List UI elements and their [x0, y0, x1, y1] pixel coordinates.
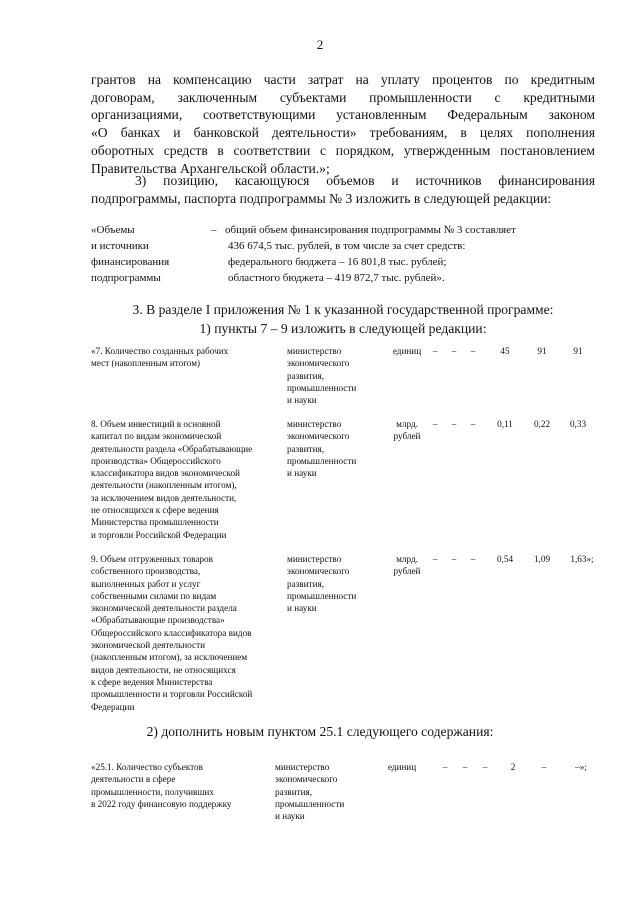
name-line: видов деятельности, не относящихся	[91, 664, 236, 675]
value-dash: –	[451, 554, 457, 564]
name-line: (накопленным итогом), за исключением	[91, 652, 248, 663]
name-line: «25.1. Количество субъектов	[91, 762, 203, 772]
unit-line: единиц	[392, 346, 422, 356]
value-dash: –	[470, 419, 476, 429]
passport-label	[91, 222, 201, 286]
name-line: деятельности раздела «Обрабатывающие	[91, 443, 253, 454]
unit-line: рублей	[393, 431, 421, 442]
unit	[387, 418, 427, 443]
ministry-line: экономического	[287, 566, 350, 577]
ministry-line: экономического	[287, 431, 350, 442]
name-line: к сфере ведения Министерства	[91, 676, 213, 687]
value-line: областного бюджета – 419 872,7 тыс. рублей».	[228, 272, 445, 284]
ministry-line: промышленности	[287, 382, 357, 393]
value-dash: –	[442, 762, 448, 772]
name-line: Министерства промышленности	[91, 517, 219, 528]
value-cell: 1,09	[533, 554, 551, 564]
passport-value	[225, 222, 595, 286]
text-line: Правительства Архангельской области.»;	[91, 160, 330, 176]
main-paragraph	[91, 71, 595, 177]
name-line: собственными силами по видам	[91, 590, 217, 601]
ministry-line: развития,	[287, 578, 325, 589]
page-number: 2	[316, 37, 324, 52]
value-cell: –»;	[575, 762, 587, 772]
text-line: организациями, соответствующими установленным Федеральным законом	[91, 107, 595, 123]
indicator-name	[91, 345, 283, 370]
name-line: и торговли Российской Федерации	[91, 529, 227, 540]
label-line: и источники	[91, 240, 149, 252]
value-line: 436 674,5 тыс. рублей, в том числе за счет средств:	[228, 240, 466, 252]
add-item-heading: 2) дополнить новым пунктом 25.1 следующего содержания:	[146, 724, 494, 739]
value-line: общий объем финансирования подпрограммы № 3 составляет	[225, 224, 516, 236]
label-line: «Объемы	[91, 224, 135, 236]
name-line: деятельности (накопленным итогом),	[91, 480, 237, 491]
text-line: 3) позицию, касающуюся объемов и источников финансирования	[135, 173, 595, 188]
responsible-executor	[287, 553, 372, 614]
ministry-line: и науки	[287, 395, 317, 406]
name-line: Общероссийского классификатора видов	[91, 627, 252, 638]
value-dash: –	[432, 554, 438, 564]
ministry-line: и науки	[275, 811, 305, 822]
value-cell: 2	[510, 762, 516, 772]
value-cell: 91	[537, 346, 547, 356]
unit	[387, 553, 427, 578]
ministry-line: экономического	[287, 358, 350, 369]
value-dash: –	[482, 762, 488, 772]
value-cell: 0,22	[533, 419, 551, 429]
name-line: за исключением видов деятельности,	[91, 492, 237, 503]
value-cell: 0,11	[497, 419, 513, 429]
item-3-paragraph	[91, 172, 595, 207]
indicator-name	[91, 553, 283, 713]
ministry-line: промышленности	[287, 590, 357, 601]
name-line: промышленности, получивших	[91, 786, 214, 797]
value-dash: –	[462, 762, 468, 772]
text-line: подпрограммы, паспорта подпрограммы № 3 изложить в следующей редакции:	[91, 190, 552, 206]
text-line: грантов на компенсацию части затрат на уплату процентов по кредитным	[91, 72, 595, 87]
text-line: договорам, заключенным субъектами промышленности с кредитными	[91, 89, 595, 105]
label-line: подпрограммы	[91, 272, 161, 284]
text-line: 3. В разделе I приложения № 1 к указанной государственной программе:	[132, 302, 554, 317]
value-line: федерального бюджета – 16 801,8 тыс. рублей;	[228, 256, 447, 268]
responsible-executor	[287, 345, 372, 406]
value-cell: –	[541, 762, 547, 772]
label-line: финансирования	[91, 256, 170, 268]
name-line: не относящихся к сфере ведения	[91, 505, 219, 516]
name-line: классификатора видов экономической	[91, 468, 240, 479]
name-line: «7. Количество созданных рабочих	[91, 346, 229, 356]
name-line: капитал по видам экономической	[91, 431, 222, 442]
ministry-line: министерство	[287, 554, 342, 564]
value-dash: –	[451, 346, 457, 356]
name-line: «Обрабатывающие производства»	[91, 615, 225, 626]
name-line: 8. Объем инвестиций в основной	[91, 419, 221, 429]
name-line: в 2022 году финансовую поддержку	[91, 798, 232, 809]
ministry-line: промышленности	[275, 798, 345, 809]
name-line: собственного производства,	[91, 566, 201, 577]
value-cell: 0,33	[569, 419, 587, 429]
text-line: 1) пункты 7 – 9 изложить в следующей редакции:	[199, 321, 487, 336]
name-line: промышленности и торговли Российской	[91, 689, 253, 700]
value-cell: 91	[573, 346, 583, 356]
value-dash: –	[432, 346, 438, 356]
unit-line: рублей	[393, 566, 421, 577]
responsible-executor	[275, 761, 371, 822]
ministry-line: развития,	[275, 786, 313, 797]
ministry-line: промышленности	[287, 455, 357, 466]
section-3-heading	[91, 300, 595, 338]
text-line: оборотных средств в соответствии с порядком, утвержденным постановлением	[91, 142, 595, 158]
value-dash: –	[470, 346, 476, 356]
indicator-name	[91, 761, 269, 810]
unit-line: единиц	[387, 762, 417, 772]
indicator-name	[91, 418, 283, 541]
ministry-line: министерство	[287, 346, 342, 356]
name-line: экономической деятельности раздела	[91, 603, 237, 614]
name-line: деятельности в сфере	[91, 774, 176, 785]
name-line: выполненных работ и услуг	[91, 578, 201, 589]
unit-line: млрд.	[396, 554, 418, 564]
unit	[387, 345, 427, 357]
ministry-line: и науки	[287, 468, 317, 479]
value-dash: –	[432, 419, 438, 429]
name-line: Федерации	[91, 701, 135, 712]
passport-dash: –	[211, 224, 217, 236]
value-dash: –	[451, 419, 457, 429]
text-line: «О банках и банковской деятельности» требованиям, в целях пополнения	[91, 125, 595, 141]
value-cell: 45	[500, 346, 510, 356]
name-line: 9. Объем отгруженных товаров	[91, 554, 213, 564]
value-cell: 0,54	[496, 554, 514, 564]
name-line: производства» Общероссийского	[91, 455, 221, 466]
ministry-line: министерство	[287, 419, 342, 429]
ministry-line: и науки	[287, 603, 317, 614]
responsible-executor	[287, 418, 372, 479]
ministry-line: министерство	[275, 762, 330, 772]
ministry-line: экономического	[275, 774, 338, 785]
unit	[377, 761, 427, 773]
name-line: экономической деятельности	[91, 640, 206, 651]
value-dash: –	[470, 554, 476, 564]
ministry-line: развития,	[287, 443, 325, 454]
unit-line: млрд.	[396, 419, 418, 429]
name-line: мест (накопленным итогом)	[91, 358, 201, 369]
ministry-line: развития,	[287, 370, 325, 381]
value-cell: 1,63»;	[570, 554, 594, 564]
